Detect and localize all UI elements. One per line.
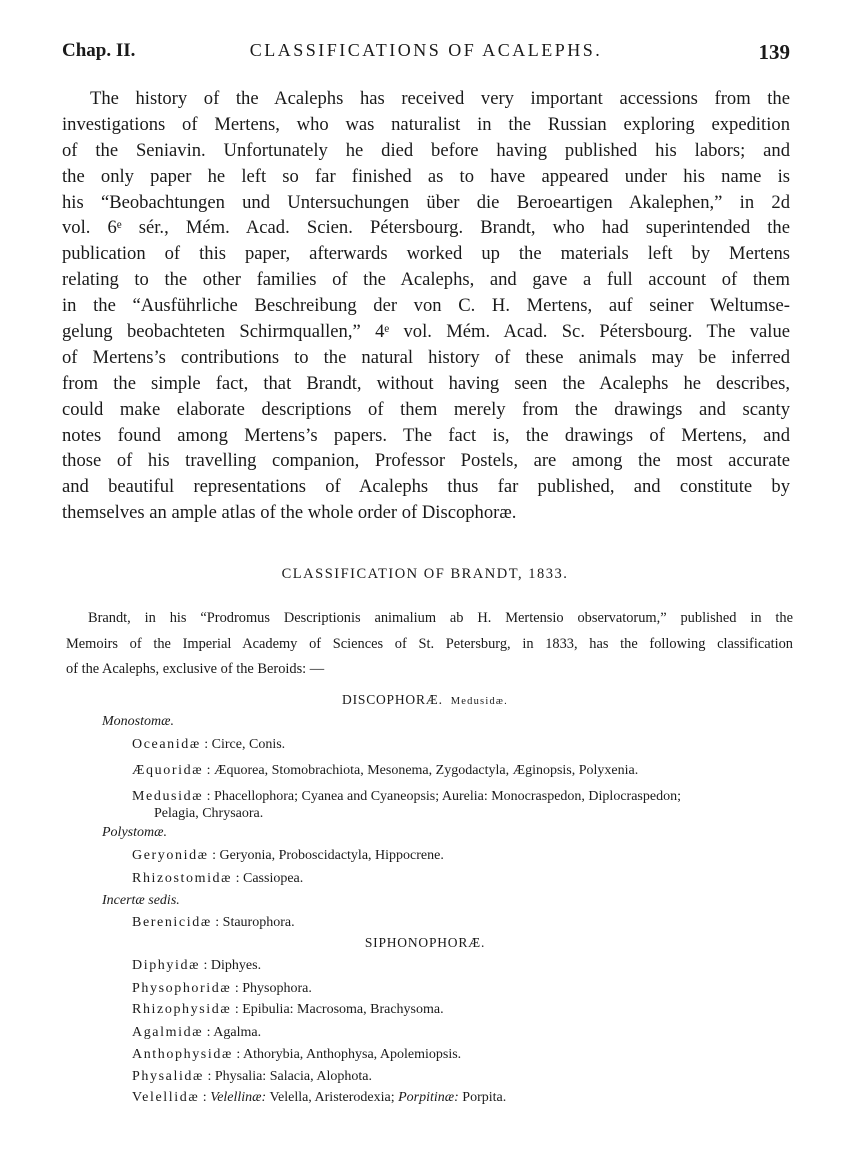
family-genera: Æquorea, Stomobrachiota, Mesonema, Zygodactyla, Æginopsis, Polyxenia. bbox=[214, 763, 639, 778]
family-row: Oceanidæ : Circe, Conis. bbox=[132, 737, 286, 752]
page-number: 139 bbox=[758, 40, 790, 64]
family-row: Agalmidæ : Agalma. bbox=[132, 1025, 262, 1040]
family-name: Diphyidæ bbox=[132, 958, 201, 973]
siphonophorae-heading bbox=[0, 935, 850, 951]
paragraph-line: and beautiful representations of Acalephs thus far published, and constitute by bbox=[62, 476, 790, 498]
chapter-label: Chap. II. bbox=[62, 40, 136, 61]
family-row: Physalidæ : Physalia: Salacia, Alophota. bbox=[132, 1069, 372, 1084]
family-row: Diphyidæ : Diphyes. bbox=[132, 958, 262, 973]
family-genera: Cassiopea. bbox=[243, 871, 304, 886]
family-genera: Phacellophora; Cyanea and Cyaneopsis; Aurelia: Monocraspedon, Diplocraspedon; bbox=[214, 789, 681, 804]
group-monostomae: Monostomæ. bbox=[102, 714, 174, 729]
paragraph-line: Memoirs of the Imperial Academy of Sciences of St. Petersburg, in 1833, has the following classification bbox=[66, 635, 793, 652]
family-row: Rhizophysidæ : Epibulia: Macrosoma, Brachysoma. bbox=[132, 1002, 444, 1017]
paragraph-line: of the Seniavin. Unfortunately he died before having published his labors; and bbox=[62, 139, 790, 161]
family-row: Physophoridæ : Physophora. bbox=[132, 981, 312, 996]
paragraph-line: gelung beobachteten Schirmquallen,” 4ᵉ vol. Mém. Acad. Sc. Pétersbourg. The value bbox=[62, 321, 790, 343]
family-genera: Geryonia, Proboscidactyla, Hippocrene. bbox=[219, 848, 444, 863]
paragraph-line: those of his travelling companion, Professor Postels, are among the most accurate bbox=[62, 450, 790, 472]
paragraph-line: Brandt, in his “Prodromus Descriptionis animalium ab H. Mertensio observatorum,” published in the bbox=[88, 610, 793, 626]
family-name: Æquoridæ bbox=[132, 763, 204, 778]
brandt-paragraph bbox=[66, 606, 793, 683]
paragraph-line: from the simple fact, that Brandt, without having seen the Acalephs he describes, bbox=[62, 372, 790, 394]
paragraph-line: notes found among Mertens’s papers. The fact is, the drawings of Mertens, and bbox=[62, 424, 790, 446]
running-header bbox=[62, 40, 790, 70]
family-name: Physophoridæ bbox=[132, 981, 232, 996]
paragraph-line: of the Acalephs, exclusive of the Beroids: — bbox=[66, 661, 325, 677]
paragraph-line: the only paper he left so far finished as to have appeared under his name is bbox=[62, 165, 790, 187]
family-row-continuation bbox=[154, 806, 263, 822]
family-name: Medusidæ bbox=[132, 789, 204, 804]
family-genera: Diphyes. bbox=[210, 958, 262, 973]
paragraph-line: in the “Ausführliche Beschreibung der von C. H. Mertens, auf seiner Weltumse- bbox=[62, 295, 790, 317]
paragraph-line: of Mertens’s contributions to the natural history of these animals may be inferred bbox=[62, 346, 790, 368]
family-genera: Porpita. bbox=[462, 1090, 507, 1105]
family-name: Physalidæ bbox=[132, 1069, 204, 1084]
order-heading: SIPHONOPHORÆ. bbox=[364, 935, 486, 950]
family-name: Velellidæ bbox=[132, 1090, 200, 1105]
family-genera: Velella, Aristerodexia; bbox=[269, 1090, 395, 1105]
family-name: Geryonidæ bbox=[132, 848, 209, 863]
family-genera: Circe, Conis. bbox=[211, 737, 286, 752]
suborder-heading: Medusidæ. bbox=[450, 696, 508, 707]
subfamily-name: Velellinæ: bbox=[210, 1090, 267, 1105]
discophorae-heading bbox=[0, 692, 850, 708]
family-name: Rhizophysidæ bbox=[132, 1002, 232, 1017]
family-row: Æquoridæ : Æquorea, Stomobrachiota, Mesonema, Zygodactyla, Æginopsis, Polyxenia. bbox=[132, 763, 639, 778]
paragraph-line: publication of this paper, afterwards worked up the materials left by Mertens bbox=[62, 243, 790, 265]
paragraph-line: relating to the other families of the Acalephs, and gave a full account of them bbox=[62, 269, 790, 291]
paragraph-line: vol. 6ᵉ sér., Mém. Acad. Scien. Pétersbourg. Brandt, who had superintended the bbox=[62, 217, 790, 239]
intro-paragraph bbox=[62, 86, 790, 526]
family-genera: Agalma. bbox=[213, 1025, 262, 1040]
paragraph-line: themselves an ample atlas of the whole order of Discophoræ. bbox=[62, 502, 517, 524]
family-row: Velellidæ : Velellinæ: Velella, Aristerodexia; Porpitinæ: Porpita. bbox=[132, 1090, 507, 1105]
paragraph-line: The history of the Acalephs has received very important accessions from the bbox=[90, 88, 790, 109]
family-genera: Physophora. bbox=[242, 981, 312, 996]
paragraph-line: could make elaborate descriptions of them merely from the drawings and scanty bbox=[62, 398, 790, 420]
family-row: Rhizostomidæ : Cassiopea. bbox=[132, 871, 304, 886]
family-name: Oceanidæ bbox=[132, 737, 201, 752]
family-row: Geryonidæ : Geryonia, Proboscidactyla, Hippocrene. bbox=[132, 848, 444, 863]
family-genera: Staurophora. bbox=[222, 915, 295, 930]
family-name: Agalmidæ bbox=[132, 1025, 204, 1040]
paragraph-line: investigations of Mertens, who was naturalist in the Russian exploring expedition bbox=[62, 113, 790, 135]
subfamily-name: Porpitinæ: bbox=[398, 1090, 459, 1105]
family-genera: Athorybia, Anthophysa, Apolemiopsis. bbox=[243, 1047, 462, 1062]
family-row: Berenicidæ : Staurophora. bbox=[132, 915, 295, 930]
family-row: Medusidæ : Phacellophora; Cyanea and Cyaneopsis; Aurelia: Monocraspedon, Diplocraspedon; bbox=[132, 789, 681, 804]
running-title: CLASSIFICATIONS OF ACALEPHS. bbox=[249, 40, 603, 60]
family-name: Anthophysidæ bbox=[132, 1047, 233, 1062]
family-genera: Epibulia: Macrosoma, Brachysoma. bbox=[242, 1002, 444, 1017]
section-heading: CLASSIFICATION OF BRANDT, 1833. bbox=[281, 566, 569, 582]
order-heading: DISCOPHORÆ. bbox=[342, 692, 443, 707]
family-name: Berenicidæ bbox=[132, 915, 212, 930]
family-name: Rhizostomidæ bbox=[132, 871, 233, 886]
group-incertae-sedis: Incertæ sedis. bbox=[102, 893, 180, 908]
group-polystomae: Polystomæ. bbox=[102, 825, 167, 840]
paragraph-line: his “Beobachtungen und Untersuchungen über die Beroeartigen Akalephen,” in 2d bbox=[62, 191, 790, 213]
family-genera: Physalia: Salacia, Alophota. bbox=[214, 1069, 372, 1084]
family-genera: Pelagia, Chrysaora. bbox=[154, 806, 264, 821]
family-row: Anthophysidæ : Athorybia, Anthophysa, Apolemiopsis. bbox=[132, 1047, 462, 1062]
